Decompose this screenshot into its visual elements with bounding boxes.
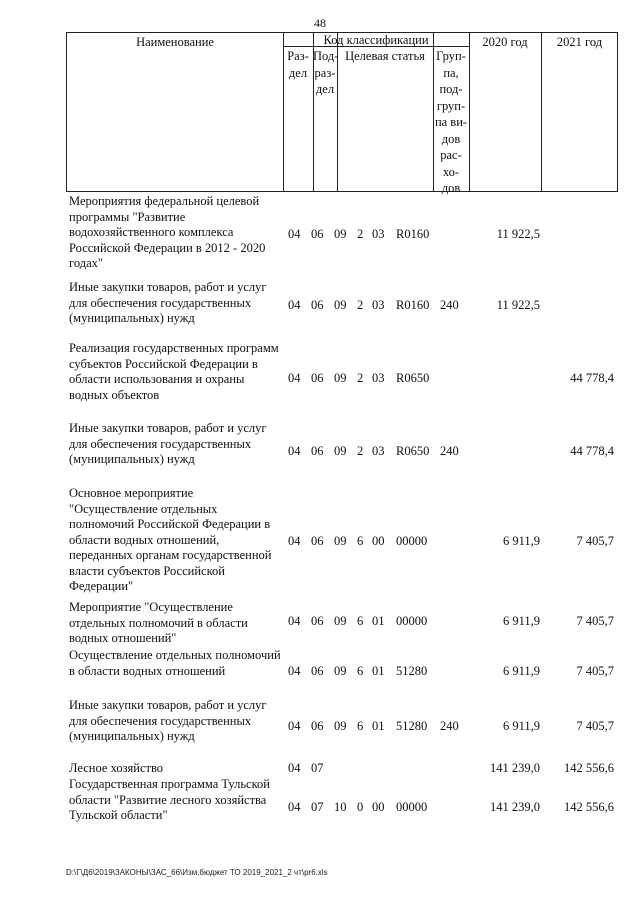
row-amount-2021: 44 778,4 bbox=[570, 371, 614, 385]
row-code-pr: 06 bbox=[311, 664, 324, 678]
row-code-cs1: 09 bbox=[334, 298, 347, 312]
row-code-vr: 240 bbox=[440, 444, 459, 458]
row-amount-2021: 142 556,6 bbox=[564, 761, 614, 775]
row-code-cs1: 10 bbox=[334, 800, 347, 814]
row-name: Мероприятие "Осуществление отдельных полномочий в области водных отношений" bbox=[69, 600, 248, 645]
row-name: Лесное хозяйство bbox=[69, 761, 164, 775]
row-code-pr: 06 bbox=[311, 227, 324, 241]
row-code-cs2: 6 bbox=[357, 719, 364, 733]
row-name: Государственная программа Тульской области "Развитие лесного хозяйства Тульской области" bbox=[69, 777, 270, 822]
footer-file-path: D:\Г\Д6\2019\ЗАКОНЫ\ЗАС_66\Изм.бюджет ТО 2019_2021_2 чт\pr6.xls bbox=[66, 868, 328, 877]
row-code-rz: 04 bbox=[288, 800, 301, 814]
row-code-rz: 04 bbox=[288, 719, 301, 733]
row-amount-2021: 7 405,7 bbox=[576, 534, 614, 548]
row-code-cs2: 0 bbox=[357, 800, 364, 814]
row-amount-2020: 11 922,5 bbox=[496, 227, 540, 241]
row-code-cs3: 01 bbox=[372, 719, 385, 733]
row-code-cs3: 03 bbox=[372, 371, 385, 385]
row-name: Иные закупки товаров, работ и услуг для обеспечения государственных (муниципальных) нужд bbox=[69, 698, 267, 743]
table-header bbox=[66, 32, 618, 195]
header-section: Раз- дел bbox=[287, 49, 309, 80]
row-code-cs4: 00000 bbox=[396, 534, 428, 548]
row-code-cs1: 09 bbox=[334, 614, 347, 628]
row-code-rz: 04 bbox=[288, 534, 301, 548]
row-code-pr: 06 bbox=[311, 614, 324, 628]
row-code-rz: 04 bbox=[288, 444, 301, 458]
row-code-cs4: R0160 bbox=[396, 298, 430, 312]
row-code-cs4: R0650 bbox=[396, 444, 430, 458]
header-2020: 2020 год bbox=[482, 35, 528, 49]
row-code-vr: 240 bbox=[440, 298, 459, 312]
row-name: Основное мероприятие "Осуществление отдельных полномочий Российской Федерации в области водных отношений, переданных органам государственной власти субъектов Российской Федерации" bbox=[69, 486, 272, 593]
header-expense-group: Груп- па, под- груп- па ви- дов рас- хо- дов bbox=[434, 49, 468, 195]
row-amount-2020: 11 922,5 bbox=[496, 298, 540, 312]
row-code-rz: 04 bbox=[288, 298, 301, 312]
row-name: Иные закупки товаров, работ и услуг для обеспечения государственных (муниципальных) нужд bbox=[69, 280, 267, 325]
row-code-rz: 04 bbox=[288, 614, 301, 628]
row-amount-2020: 6 911,9 bbox=[502, 664, 540, 678]
row-code-cs4: R0160 bbox=[396, 227, 430, 241]
row-code-cs4: 51280 bbox=[396, 664, 428, 678]
row-code-cs1: 09 bbox=[334, 534, 347, 548]
row-code-cs3: 00 bbox=[372, 800, 385, 814]
row-amount-2021: 7 405,7 bbox=[576, 719, 614, 733]
row-code-cs4: 51280 bbox=[396, 719, 428, 733]
row-amount-2021: 7 405,7 bbox=[576, 664, 614, 678]
row-code-cs3: 03 bbox=[372, 298, 385, 312]
row-code-rz: 04 bbox=[288, 371, 301, 385]
row-code-pr: 06 bbox=[311, 298, 324, 312]
row-code-vr: 240 bbox=[440, 719, 459, 733]
row-code-cs1: 09 bbox=[334, 719, 347, 733]
row-code-pr: 07 bbox=[311, 761, 324, 775]
row-code-cs2: 2 bbox=[357, 298, 364, 312]
row-code-cs2: 2 bbox=[357, 444, 364, 458]
row-code-cs1: 09 bbox=[334, 371, 347, 385]
header-classification-code: Код классификации bbox=[323, 33, 429, 47]
row-code-pr: 06 bbox=[311, 534, 324, 548]
row-amount-2021: 142 556,6 bbox=[564, 800, 614, 814]
page-number: 48 bbox=[314, 16, 326, 30]
row-amount-2020: 141 239,0 bbox=[490, 800, 540, 814]
row-code-cs2: 2 bbox=[357, 227, 364, 241]
row-code-cs4: R0650 bbox=[396, 371, 430, 385]
row-code-rz: 04 bbox=[288, 227, 301, 241]
row-code-cs3: 03 bbox=[372, 444, 385, 458]
row-code-cs1: 09 bbox=[334, 664, 347, 678]
row-code-cs3: 00 bbox=[372, 534, 385, 548]
row-code-cs2: 6 bbox=[357, 664, 364, 678]
row-amount-2021: 7 405,7 bbox=[576, 614, 614, 628]
row-name: Осуществление отдельных полномочий в области водных отношений bbox=[69, 648, 281, 678]
header-target-article: Целевая статья bbox=[345, 49, 425, 63]
row-code-cs4: 00000 bbox=[396, 800, 428, 814]
row-code-cs2: 6 bbox=[357, 614, 364, 628]
row-code-cs3: 01 bbox=[372, 664, 385, 678]
row-code-rz: 04 bbox=[288, 761, 301, 775]
row-amount-2020: 6 911,9 bbox=[502, 719, 540, 733]
row-code-pr: 06 bbox=[311, 444, 324, 458]
row-code-pr: 07 bbox=[311, 800, 324, 814]
header-subsection: Под- раз- дел bbox=[313, 49, 339, 96]
row-code-cs3: 01 bbox=[372, 614, 385, 628]
row-name: Реализация государственных программ субъектов Российской Федерации в области использования и охраны водных объектов bbox=[69, 341, 279, 402]
row-amount-2021: 44 778,4 bbox=[570, 444, 614, 458]
row-code-cs1: 09 bbox=[334, 444, 347, 458]
row-code-cs3: 03 bbox=[372, 227, 385, 241]
row-code-rz: 04 bbox=[288, 664, 301, 678]
header-name: Наименование bbox=[136, 35, 214, 49]
row-code-cs1: 09 bbox=[334, 227, 347, 241]
row-amount-2020: 141 239,0 bbox=[490, 761, 540, 775]
row-code-pr: 06 bbox=[311, 371, 324, 385]
row-amount-2020: 6 911,9 bbox=[502, 614, 540, 628]
row-name: Мероприятия федеральной целевой программы "Развитие водохозяйственного комплекса Российской Федерации в 2012 - 2020 годах" bbox=[69, 194, 266, 270]
row-code-pr: 06 bbox=[311, 719, 324, 733]
row-code-cs2: 2 bbox=[357, 371, 364, 385]
row-code-cs4: 00000 bbox=[396, 614, 428, 628]
row-code-cs2: 6 bbox=[357, 534, 364, 548]
header-2021: 2021 год bbox=[556, 35, 603, 49]
row-name: Иные закупки товаров, работ и услуг для обеспечения государственных (муниципальных) нужд bbox=[69, 421, 267, 466]
row-amount-2020: 6 911,9 bbox=[502, 534, 540, 548]
